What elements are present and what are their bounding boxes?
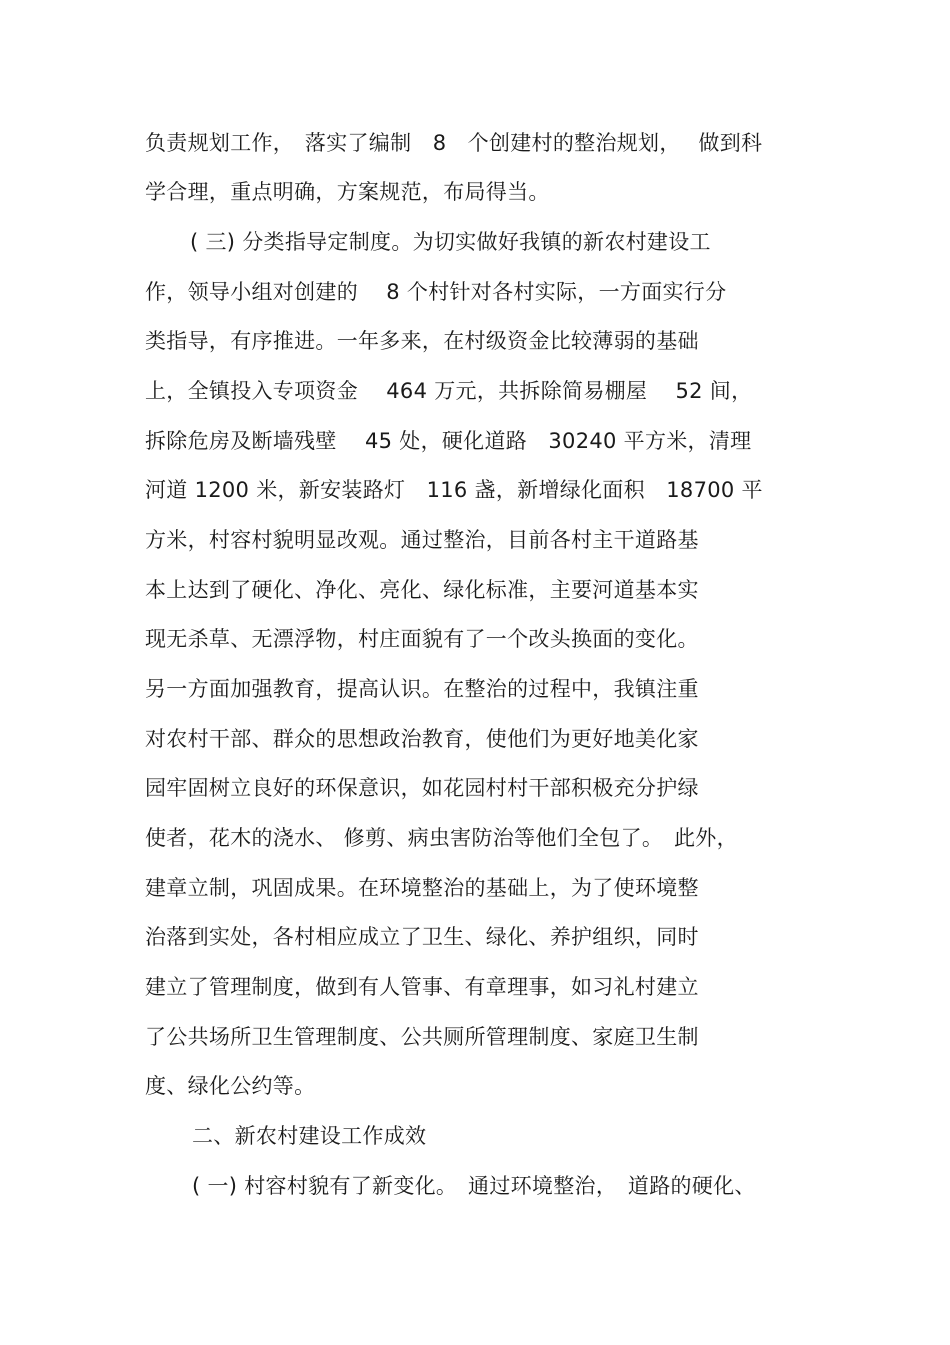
text-line: 对农村干部、群众的思想政治教育，使他们为更好地美化家 [145,727,699,751]
text-line: 建立了管理制度，做到有人管事、有章理事，如习礼村建立 [145,975,699,999]
text-line: 另一方面加强教育，提高认识。在整治的过程中，我镇注重 [145,677,699,701]
text-line: 使者，花木的浇水、 修剪、病虫害防治等他们全包了。 此外， [145,826,738,850]
text-line: 现无杀草、无漂浮物，村庄面貌有了一个改头换面的变化。 [145,627,699,651]
text-line: 负责规划工作， 落实了编制 8 个创建村的整治规划， 做到科 [145,131,763,155]
text-line: 方米，村容村貌明显改观。通过整治，目前各村主干道路基 [145,528,699,552]
text-line: 拆除危房及断墙残壁 45 处，硬化道路 30240 平方米，清理 [145,429,752,453]
text-line: 园牢固树立良好的环保意识，如花园村村干部积极充分护绿 [145,776,699,800]
text-line: 河道 1200 米，新安装路灯 116 盏，新增绿化面积 18700 平 [145,478,763,502]
text-line: 上，全镇投入专项资金 464 万元，共拆除简易棚屋 52 间， [145,379,753,403]
text-line: 治落到实处，各村相应成立了卫生、绿化、养护组织，同时 [145,925,699,949]
section-heading: 二、新农村建设工作成效 [192,1124,427,1148]
text-line: 作，领导小组对创建的 8 个村针对各村实际，一方面实行分 [145,280,727,304]
text-line: 类指导，有序推进。一年多来，在村级资金比较薄弱的基础 [145,329,699,353]
text-line: 学合理，重点明确，方案规范，布局得当。 [145,180,550,204]
text-line: 建章立制，巩固成果。在环境整治的基础上，为了使环境整 [145,876,699,900]
text-line: 了公共场所卫生管理制度、公共厕所管理制度、家庭卫生制 [145,1025,699,1049]
text-line: ( 三) 分类指导定制度。为切实做好我镇的新农村建设工 [190,230,711,254]
text-line: 度、绿化公约等。 [145,1074,316,1098]
text-line: 本上达到了硬化、净化、亮化、绿化标准，主要河道基本实 [145,578,699,602]
text-line: ( 一) 村容村貌有了新变化。 通过环境整治， 道路的硬化、 [192,1174,756,1198]
